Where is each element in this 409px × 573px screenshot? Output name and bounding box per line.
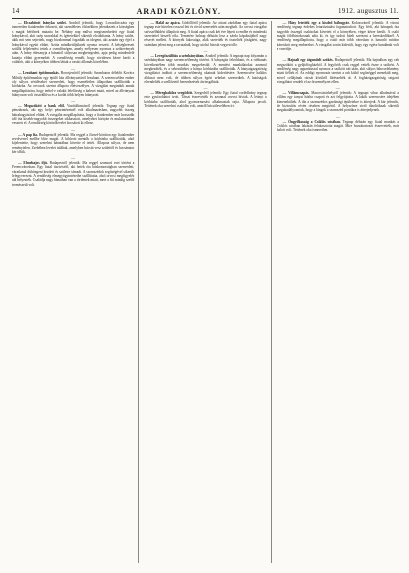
column-2 xyxy=(144,21,271,563)
article xyxy=(144,54,266,84)
issue-date: 1912. augusztus 11. xyxy=(337,7,399,15)
article xyxy=(12,104,134,126)
article-separator: — xyxy=(203,48,208,54)
article-body: Aradról jelentik: A tegnapi nap folyamán a szénbányában nagy szerencsétlenség történt. A bányagáz felrobbant, és a robbanás következtében több munkás megsebesült. A mentési munkálatokat azonnal megkezdték, és a sebesülteket a bánya kórházába szállították. A bányaigazgatóság vizsgálatot indított a szerencsétlenség okainak kiderítésére. Szerencsére halálos áldozat nem volt, de többen súlyos égési sebeket szenvedtek. A hatóságok elrendelték a szellőztető berendezések átvizsgálását. xyxy=(144,53,267,84)
article-body: Szegedről jelentik: Egy fiatal cselédleány tegnap este gyufaoldatot ivott. Társai észrevették és azonnal orvost hívtak. A leányt a kórházba szállították, ahol gyomormosást alkalmaztak rajta. Állapota javult. Tettének oka szerelmi csalódás volt, amiről búcsúlevelében írt. xyxy=(144,91,267,109)
article-separator: — xyxy=(71,98,76,104)
article-separator: — xyxy=(71,65,76,71)
article xyxy=(12,161,134,187)
column-1 xyxy=(12,21,139,563)
column-3 xyxy=(277,21,399,563)
article-body: Budapestről jelentik: Ma reggel szomorú eset történt a Ferencvárosban. Egy fiatal tisztviselő, aki hetek óta búskomorságban szenvedett, váratlanul dühöngeni kezdett és szüleire támadt. A szomszédok segítségével sikerült lefegyverezni. A rendőrség elmegyógyintézetbe szállíttatta, ahol orvosi megfigyelés alá helyezték. Családja nagy bánatban van a történtek miatt, mert a fiú mindig szelíd természetű volt. xyxy=(12,161,135,187)
article-separator: — xyxy=(335,85,340,91)
article-body: Borosjenőről jelentik: Szombaton délelőtt Kovács Mihály építőmunkás egy épülő ház állványzatáról lezuhant. A szerencsétlen ember oly súlyos sérüléseket szenvedett, hogy eszméletlen állapotban szállították a kórházba. Az orvosok szerint állapota életveszélyes. A vizsgálat megindult annak megállapítására, hogy terhel-e valakit felelősség a baleset miatt, mivel az állványzat hiányosan volt összeállítva és a korlát több helyen hiányzott. xyxy=(12,71,135,97)
article-headline: — Öngyilkosság a Csiklós utcában. xyxy=(282,119,341,124)
article-headline: — Levegőszállítás a szénbányában. xyxy=(150,53,205,58)
article xyxy=(12,71,134,97)
article-headline: — A pap fia. xyxy=(18,132,38,137)
article-columns xyxy=(12,21,399,563)
page-number: 14 xyxy=(12,7,20,15)
article-separator: — xyxy=(71,155,76,161)
article-body: Tegnap délután egy fiatal munkás a Csiklós utcában lakásán felakasztotta magát. Mire hozzátartozói észrevették, már halott volt. Tettének oka ismeretlen. xyxy=(276,119,399,133)
article-body: Aradról jelentik, hogy Lovasdiriczára egy ismeretlen fiatalember érkezett, aki szemléletes öltözékben jelentkezett a községben s magát bérlőnek mutatta be. Néhány nap múlva megismerkedett egy fiatal leánykával, akit szép szavakkal és ígéretekkel sikerült elcsábítania. A leány szülei, akik mit sem sejtettek, nagy bizalommal fogadták az idegent, aki azután egy éjjel a leánykával együtt eltűnt. Azóta mindkettőjüknek nyoma veszett. A kétségbeesett szülők feljelentést tettek a csendőrségen, amely erélyesen nyomoz a szökevények után. A leány édesanyja a bánattól súlyosan megbetegedett, apja pedig mindenfelé kutatja eltűnt gyermekét. A csendőrség reméli, hogy rövidesen kézre keríti a csábítót, akit a környéken többen láttak a vasúti állomás közelében. xyxy=(12,21,135,65)
article-headline: — Méreghalálra vergődött. xyxy=(150,91,194,96)
article-body: Kolozsvárról jelentik: A városi rendőrség tegnap érdekes letartóztatást foganatosított. Egy férfi, aki hónapok óta nagyobb összegű csalásokat követett el a környéken, végre kézre került. A csaló magát földbirtokosnak adta ki, és így tudott hitelt szerezni a kereskedőknél. A rendőrség megállapította, hogy a csaló már több városban is hasonló módon károsított meg embereket. A vizsgálat során kiderült, hogy egy egész bandának volt a vezetője. xyxy=(276,21,399,52)
article-body: Budapestről jelentik: Ma reggel a József-körúton egy fiatalember revolverrel mellbe lőtte magát. A kihívott mentők a kórházba szállították, ahol kijelentette, hogy szerelmi bánatában követte el tettét. Állapota súlyos, de nem reménytelen. Zsebében levelet találtak, amelyben búcsút vesz szüleitől és bocsánatot kér tőlük. xyxy=(12,132,135,154)
article-body: Vasútállomásról jelentik: Tegnap egy fiatal pénztárnok, aki egy helyi pénzintézetnél volt alkalmazásban, nagyobb összeg hátrahagyásával eltűnt. A vizsgálat megállapította, hogy a fiatalember már hosszabb idő óta kisebb-nagyobb összegeket sikkasztott, amelyeket kártyán és mulatozásban vesztett el. A rendőrség körözőlevelet bocsátott ki ellene. xyxy=(12,104,135,126)
article-headline: — Villámcsapás. xyxy=(282,91,310,96)
article xyxy=(277,21,399,51)
article-headline: — Elmebajos ifjú. xyxy=(18,161,48,166)
page-header xyxy=(12,4,399,19)
article xyxy=(277,91,399,113)
newspaper-title: ARADI KÖZLÖNY. xyxy=(136,6,221,16)
article xyxy=(12,133,134,155)
article-headline: — Házy letették egy a kisded bábugyár. xyxy=(282,21,350,25)
article xyxy=(277,120,399,133)
article-headline: — Elcsabitott leányka szülei. xyxy=(18,21,67,25)
article-separator: — xyxy=(203,85,208,91)
article-headline: — Halál az apáca. xyxy=(150,21,181,25)
article xyxy=(144,91,266,108)
article-separator: — xyxy=(335,52,340,58)
article-body: Budapestről jelentik: Ma hajnalban egy rab megszökött a gyűjtőfogházból. A fegyőrök csak reggel vették észre a szökést. A rendőrség nagy apparátussal nyomoz a szökött rab után, akit súlyos bűncselekmény miatt ítéltek el. Az eddigi nyomozás szerint a rab külső segítséggel menekült meg, mivel cellájának rácsát kívülről fűrészelték át. A fogházigazgatóság szigorú vizsgálatot rendelt el az őrszemélyzet ellen. xyxy=(276,58,399,84)
article xyxy=(144,21,266,47)
article xyxy=(277,58,399,84)
article-body: Marosvásárhelyről jelentik: A tegnapi vihar alkalmával a villám egy tanyai házba csapott és azt felgyújtotta. A lakók szerencsére idejében kimenekültek. A tűz a szomszédos gazdasági épületekre is átterjedt. A kár jelentős, de biztosítás révén részben megtérül. A helyszínre siető tűzoltóknak sikerült megakadályozniuk, hogy a lángok a szomszéd portákra is átterjedjenek. xyxy=(276,91,399,113)
article-headline: — Lezuhant építőmunkás. xyxy=(18,71,60,76)
article xyxy=(12,21,134,64)
article-body: Gödöllőről jelentik: Az ottani zárdában egy fiatal apáca tegnap este hirtelen rosszul lett és rövid szenvedés után meghalt. Az orvosi vizsgálat szívszélhűdést állapított meg. A fiatal apáca csak két éve lépett a rendbe és mindenki szeretettel beszélt róla. Temetése holnap délután lesz a zárda kápolnájából nagy részvét mellett. A környék lakossága, akik szerették és tisztelték jóságáért, nagy számban jelent meg a ravatalnál, hogy utolsó búcsút vegyen tőle. xyxy=(144,21,267,47)
article-headline: — Megszökött a bank elől. xyxy=(18,104,65,109)
article-separator: — xyxy=(71,126,76,132)
article-headline: — Hajnali egy átgondolt szökés. xyxy=(282,58,334,63)
article-separator: — xyxy=(335,113,340,119)
